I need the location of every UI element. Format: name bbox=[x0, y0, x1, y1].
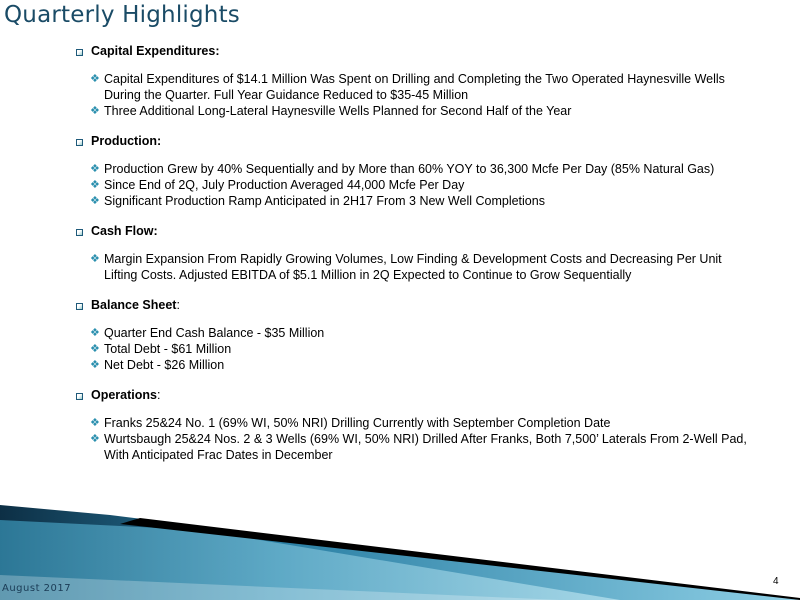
bullet-list bbox=[90, 325, 756, 373]
list-item-text: Net Debt - $26 Million bbox=[104, 358, 225, 372]
list-item-text: Wurtsbaugh 25&24 Nos. 2 & 3 Wells (69% WI, 50% NRI) Drilled After Franks, Both 7,500’ Laterals From 2-Well Pad, With Anticipated Frac Dates in December bbox=[104, 432, 747, 462]
section-heading-label: Operations bbox=[91, 388, 157, 402]
square-bullet-icon bbox=[76, 303, 83, 310]
list-item bbox=[90, 193, 756, 209]
section-heading bbox=[76, 224, 756, 239]
diamond-bullet-icon: ❖ bbox=[90, 179, 100, 191]
section-heading-suffix: : bbox=[157, 388, 161, 402]
list-item-text: Total Debt - $61 Million bbox=[104, 342, 232, 356]
list-item bbox=[90, 341, 756, 357]
section-heading bbox=[76, 298, 756, 313]
bullet-list bbox=[90, 71, 756, 119]
section-heading bbox=[76, 134, 756, 149]
diamond-bullet-icon: ❖ bbox=[90, 163, 100, 175]
section-heading-label: Balance Sheet bbox=[91, 298, 177, 312]
section-heading bbox=[76, 44, 756, 59]
list-item bbox=[90, 431, 756, 463]
list-item bbox=[90, 177, 756, 193]
list-item bbox=[90, 357, 756, 373]
list-item-text: Significant Production Ramp Anticipated in 2H17 From 3 New Well Completions bbox=[104, 194, 545, 208]
diamond-bullet-icon: ❖ bbox=[90, 73, 100, 85]
section-heading-label: Production: bbox=[91, 134, 162, 148]
section bbox=[76, 224, 756, 283]
diamond-bullet-icon: ❖ bbox=[90, 417, 100, 429]
list-item bbox=[90, 103, 756, 119]
square-bullet-icon bbox=[76, 229, 83, 236]
diamond-bullet-icon: ❖ bbox=[90, 433, 100, 445]
list-item bbox=[90, 325, 756, 341]
list-item bbox=[90, 71, 756, 103]
list-item bbox=[90, 161, 756, 177]
footer-date: August 2017 bbox=[2, 583, 72, 594]
section bbox=[76, 298, 756, 373]
section bbox=[76, 44, 756, 119]
section-heading bbox=[76, 388, 756, 403]
highlights-content bbox=[76, 44, 756, 478]
diamond-bullet-icon: ❖ bbox=[90, 359, 100, 371]
diamond-bullet-icon: ❖ bbox=[90, 343, 100, 355]
bullet-list bbox=[90, 251, 756, 283]
square-bullet-icon bbox=[76, 139, 83, 146]
page-number: 4 bbox=[773, 576, 779, 587]
list-item bbox=[90, 415, 756, 431]
diamond-bullet-icon: ❖ bbox=[90, 253, 100, 265]
list-item-text: Capital Expenditures of $14.1 Million Was Spent on Drilling and Completing the Two Operated Haynesville Wells During the Quarter. Full Year Guidance Reduced to $35-45 Million bbox=[104, 72, 725, 102]
list-item bbox=[90, 251, 756, 283]
list-item-text: Franks 25&24 No. 1 (69% WI, 50% NRI) Drilling Currently with September Completion Date bbox=[104, 416, 611, 430]
list-item-text: Three Additional Long-Lateral Haynesville Wells Planned for Second Half of the Year bbox=[104, 104, 572, 118]
section-heading-label: Cash Flow: bbox=[91, 224, 158, 238]
section bbox=[76, 134, 756, 209]
diamond-bullet-icon: ❖ bbox=[90, 327, 100, 339]
bullet-list bbox=[90, 415, 756, 463]
section bbox=[76, 388, 756, 463]
list-item-text: Production Grew by 40% Sequentially and by More than 60% YOY to 36,300 Mcfe Per Day (85% Natural Gas) bbox=[104, 162, 715, 176]
slide-title: Quarterly Highlights bbox=[4, 2, 240, 28]
section-heading-label: Capital Expenditures: bbox=[91, 44, 220, 58]
bullet-list bbox=[90, 161, 756, 209]
square-bullet-icon bbox=[76, 393, 83, 400]
square-bullet-icon bbox=[76, 49, 83, 56]
diamond-bullet-icon: ❖ bbox=[90, 105, 100, 117]
list-item-text: Quarter End Cash Balance - $35 Million bbox=[104, 326, 325, 340]
list-item-text: Margin Expansion From Rapidly Growing Volumes, Low Finding & Development Costs and Decreasing Per Unit Lifting Costs. Adjusted EBITDA of $5.1 Million in 2Q Expected to Continue to Grow Sequentially bbox=[104, 252, 722, 282]
diamond-bullet-icon: ❖ bbox=[90, 195, 100, 207]
section-heading-suffix: : bbox=[176, 298, 180, 312]
list-item-text: Since End of 2Q, July Production Averaged 44,000 Mcfe Per Day bbox=[104, 178, 465, 192]
